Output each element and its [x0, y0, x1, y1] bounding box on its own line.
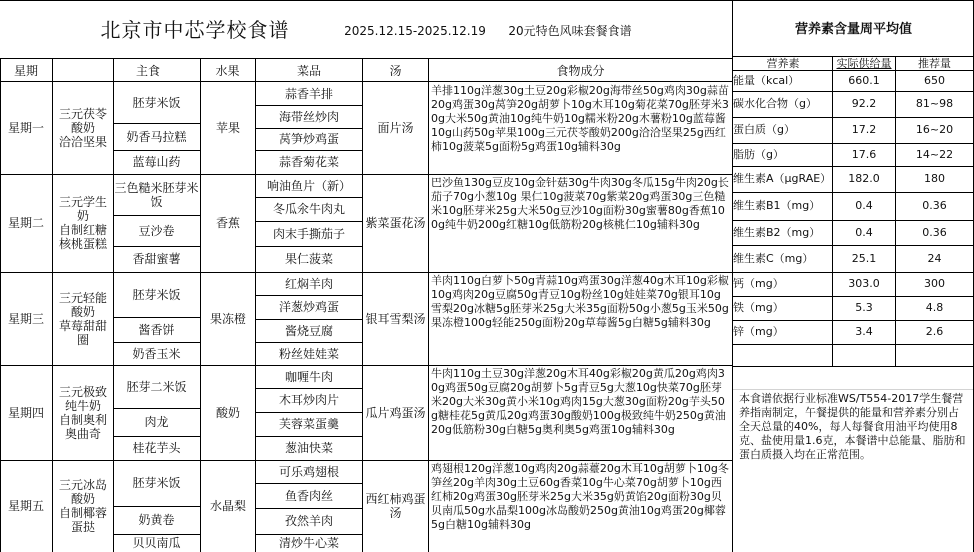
nutrient-actual: 3.4 [855, 325, 873, 338]
ingredients-text: 羊排110g洋葱30g土豆20g彩椒20g海带丝50g鸡肉30g蒜苗20g鸡蛋30g莴笋20g胡萝卜10g木耳10g菊花菜70g胚芽米30g大米50g黄油10g纯牛奶10g糯米粉20g木薯粉10g蓝莓酱10g山药50g苹果100g三元茯苓酸奶200g洽洽坚果25g西红柿10g菠菜5g面粉5g鸡蛋10g辅料30g [431, 84, 729, 153]
fruit-item: 苹果 [215, 121, 240, 135]
nutr-head-recommended: 推荐量 [918, 57, 951, 70]
fruit-item: 酸奶 [215, 405, 240, 420]
dish-item: 果仁菠菜 [284, 252, 333, 266]
nutrient-name: 维生素B2（mg） [733, 225, 821, 239]
dish-item: 孜然羊肉 [284, 514, 333, 528]
soup-item: 银耳雪梨汤 [365, 311, 426, 326]
grid-line [733, 389, 973, 390]
soup-item: 瓜片鸡蛋汤 [365, 405, 426, 420]
nutrient-actual: 92.2 [851, 97, 877, 110]
dish-item: 蒜香羊排 [284, 86, 333, 101]
nutrient-name: 维生素C（mg） [733, 251, 814, 265]
dish-item: 海带丝炒肉 [278, 109, 339, 124]
col-ingredients: 食物成分 [556, 63, 605, 78]
staple-item: 肉龙 [144, 415, 169, 429]
staple-item: 奶香玉米 [132, 346, 181, 361]
snack-info: 三元学生 奶 自制红糖 核桃蛋糕 [58, 195, 107, 251]
nutrient-recommended: 14~22 [915, 147, 954, 161]
nutrient-recommended: 2.6 [925, 325, 944, 338]
staple-item: 香甜蜜薯 [132, 252, 181, 266]
menu-subtitle: 20元特色风味套餐食谱 [508, 24, 632, 38]
staple-item: 桂花芋头 [132, 441, 181, 455]
nutrient-name: 钙（mg） [733, 277, 784, 290]
fruit-item: 果冻橙 [209, 311, 246, 326]
nutrient-actual: 0.4 [855, 225, 873, 239]
staple-item: 胚芽米饭 [132, 476, 181, 490]
nutrient-actual: 182.0 [848, 172, 880, 185]
snack-info: 三元冰岛 酸奶 自制椰蓉 蛋挞 [58, 478, 107, 534]
nutrient-actual: 660.1 [848, 73, 880, 87]
nutrient-recommended: 24 [927, 251, 942, 265]
dish-item: 咖喱牛肉 [284, 369, 333, 384]
snack-info: 三元茯苓 酸奶 洽洽坚果 [58, 107, 107, 149]
date-range: 2025.12.15-2025.12.19 [344, 24, 486, 38]
snack-info: 三元极致 纯牛奶 自制奥利 奥曲奇 [58, 384, 107, 441]
ingredients-text: 牛肉110g土豆30g洋葱20g木耳40g彩椒20g黄瓜20g鸡肉30g鸡蛋50g豆腐20g胡萝卜5g青豆5g大葱10g快菜70g胚芽米20g大米30g黄小米10g鸡肉15g大葱30g面粉20g芋头50g糖桂花5g黄瓜20g鸡蛋30g酸奶100g极致纯牛奶250g黄油20g低筋粉30g白糖5g奥利奥5g鸡蛋10g辅料30g [431, 367, 726, 436]
col-dish: 菜品 [296, 63, 321, 78]
col-soup: 汤 [389, 63, 402, 78]
staple-item: 胚芽米饭 [132, 287, 181, 302]
nutr-head-nutrient: 营养素 [766, 57, 800, 70]
soup-item: 面片汤 [377, 121, 414, 135]
dish-item: 可乐鸡翅根 [278, 464, 339, 479]
staple-item: 贝贝南瓜 [132, 536, 181, 550]
col-staple: 主食 [135, 63, 160, 78]
staple-item: 豆沙卷 [138, 223, 175, 238]
nutrient-actual: 17.6 [851, 147, 877, 161]
dish-item: 莴笋炒鸡蛋 [278, 132, 339, 146]
page-title: 北京市中芯学校食谱 [100, 18, 290, 42]
staple-item: 奶香马拉糕 [126, 129, 187, 144]
weekday-label: 星期四 [7, 405, 44, 420]
nutrient-actual: 0.4 [855, 199, 873, 212]
staple-item: 胚芽米饭 [132, 95, 181, 110]
staple-item: 蓝莓山药 [132, 155, 181, 169]
nutrient-recommended: 81~98 [915, 97, 954, 110]
nutrient-name: 脂肪（g） [733, 147, 784, 161]
grid-line [732, 366, 974, 367]
fruit-item: 香蕉 [215, 216, 240, 230]
nutrient-name: 维生素B1（mg） [733, 199, 821, 212]
nutrient-recommended: 16~20 [915, 123, 954, 136]
dish-item: 冬瓜氽牛肉丸 [272, 202, 345, 216]
soup-item: 紫菜蛋花汤 [365, 216, 426, 230]
nutrient-actual: 25.1 [851, 251, 877, 265]
nutrient-actual: 17.2 [851, 123, 877, 136]
nutrient-name: 维生素A（μgRAE） [733, 172, 832, 185]
grid-line [732, 344, 974, 345]
ingredients-text: 巴沙鱼130g豆皮10g金针菇30g牛肉30g冬瓜15g牛肉20g长茄子70g小葱10g 果仁10g菠菜70g紫菜20g鸡蛋30g三色糙米10g胚芽米25g大米50g豆沙10g面粉30g蜜薯80g香蕉100g纯牛奶200g红糖10g低筋粉20g核桃仁10g辅料30g [431, 176, 729, 231]
dish-item: 蒜香菊花菜 [278, 155, 339, 169]
nutrient-recommended: 300 [924, 277, 945, 290]
dish-item: 鱼香肉丝 [284, 488, 333, 503]
nutrient-name: 锌（mg） [733, 325, 784, 338]
nutrient-recommended: 4.8 [925, 301, 944, 314]
grid-line [52, 58, 53, 81]
staple-item: 胚芽二米饭 [126, 379, 187, 394]
nutrition-note: 本食谱依据行业标准WS/T554-2017学生餐营养指南制定，午餐提供的能量和营养素分别占全天总量的40%，每人每餐食用油平均使用8克、盐使用量1.6克，本餐谱中总能量、脂肪和蛋白质摄入均在正常范围。 [739, 392, 966, 461]
staple-item: 奶黄卷 [138, 513, 175, 527]
ingredients-text: 鸡翅根120g洋葱10g鸡肉20g蒜薹20g木耳10g胡萝卜10g冬笋丝20g羊肉30g土豆60g香菜10g牛心菜70g胡萝卜10g西红柿20g鸡蛋30g胚芽米25g大米35g奶黄馅20g面粉30g贝贝南瓜50g水晶梨100g冰岛酸奶250g黄油10g鸡蛋20g椰蓉5g白糖10g辅料30g [431, 462, 729, 531]
weekday-label: 星期三 [7, 311, 44, 326]
weekday-label: 星期五 [7, 499, 44, 513]
soup-item: 西红柿鸡蛋汤 [365, 492, 426, 520]
dish-item: 洋葱炒鸡蛋 [278, 300, 339, 314]
weekday-label: 星期一 [7, 121, 44, 135]
dish-item: 红焖羊肉 [284, 276, 333, 291]
dish-item: 粉丝娃娃菜 [278, 346, 339, 361]
nutrient-recommended: 0.36 [922, 225, 947, 239]
nutrient-recommended: 650 [924, 73, 945, 87]
staple-item: 三色糙米胚芽米饭 [114, 180, 199, 209]
grid-line [0, 58, 733, 59]
dish-item: 木耳炒肉片 [278, 393, 339, 407]
col-weekday: 星期 [13, 63, 38, 78]
snack-info: 三元轻能 酸奶 草莓甜甜 圈 [58, 290, 107, 347]
nutrient-actual: 5.3 [855, 301, 873, 314]
dish-item: 葱油快菜 [284, 441, 333, 455]
nutrient-actual: 303.0 [848, 277, 880, 290]
grid-line [0, 0, 974, 1]
nutrient-recommended: 0.36 [922, 199, 947, 212]
nutrient-name: 铁（mg） [733, 301, 784, 314]
nutrition-title: 营养素含量周平均值 [794, 22, 912, 37]
dish-item: 芙蓉菜蛋羹 [278, 417, 339, 431]
col-fruit: 水果 [215, 63, 240, 78]
nutrient-recommended: 180 [924, 172, 945, 185]
nutrient-name: 能量（kcal） [733, 73, 800, 87]
staple-item: 酱香饼 [138, 322, 175, 337]
dish-item: 清炒牛心菜 [278, 536, 339, 550]
nutrient-name: 蛋白质（g） [733, 123, 795, 136]
weekday-label: 星期二 [7, 216, 44, 230]
dish-item: 肉末手撕茄子 [272, 226, 345, 241]
dish-item: 酱烧豆腐 [284, 323, 333, 338]
ingredients-text: 羊肉110g白萝卜50g青蒜10g鸡蛋30g洋葱40g木耳10g彩椒10g鸡肉20g豆腐50g青豆10g粉丝10g娃娃菜70g银耳10g雪梨20g冰糖5g胚芽米25g大米35g面粉50g小葱5g玉米50g果冻橙100g轻能250g面粉20g草莓酱5g白糖5g辅料30g [431, 274, 729, 329]
dish-item: 响油鱼片（新） [266, 178, 351, 193]
nutrient-name: 碳水化合物（g） [733, 97, 817, 110]
nutr-head-actual: 实际供给量 [836, 57, 892, 70]
fruit-item: 水晶梨 [209, 499, 246, 513]
